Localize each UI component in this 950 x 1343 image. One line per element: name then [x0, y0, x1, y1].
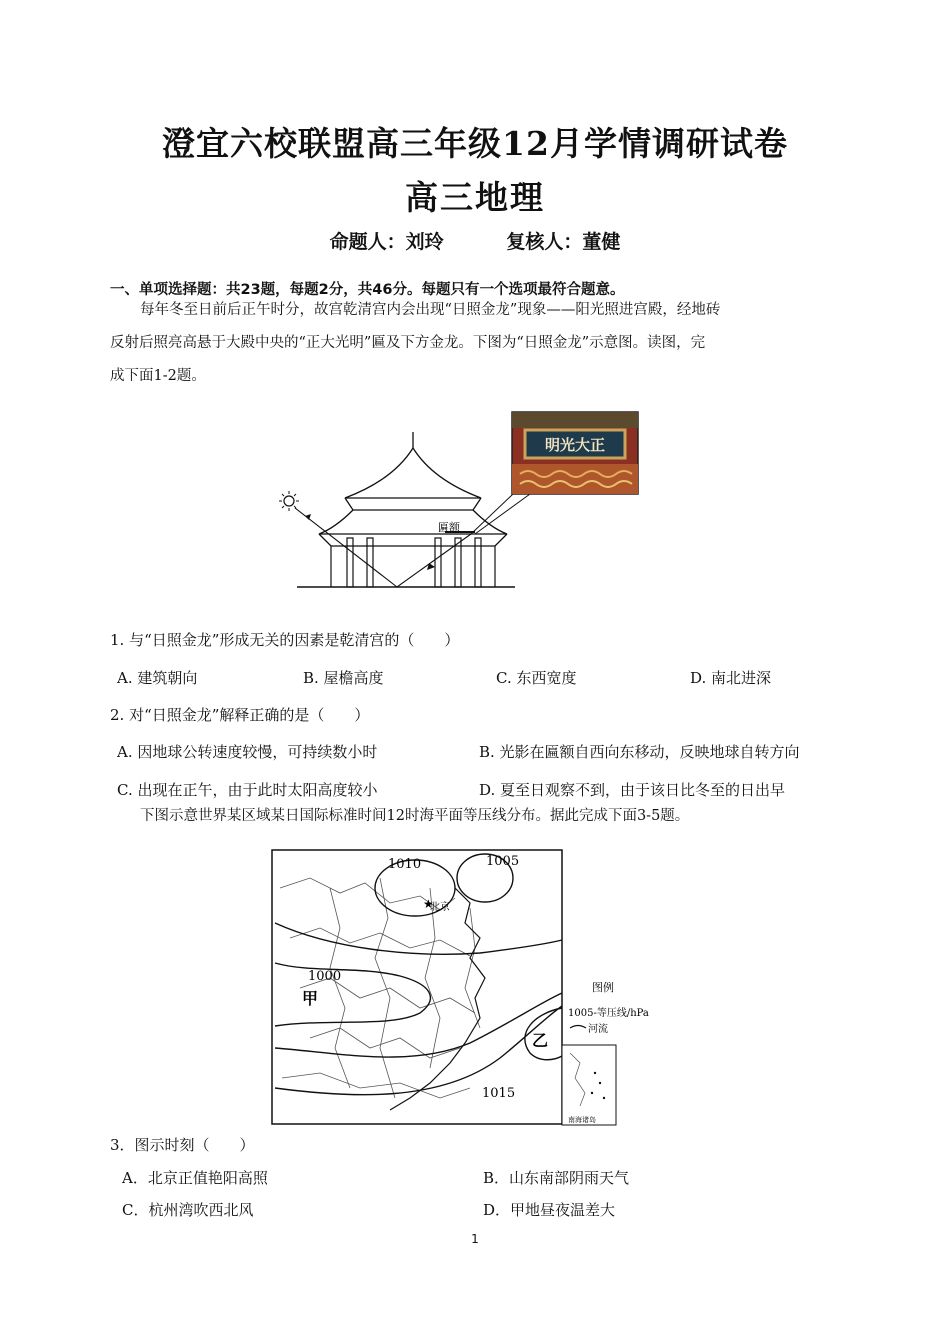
isobar-map: [270, 848, 670, 1128]
beijing-label: 北京: [430, 902, 450, 913]
page-number: 1: [471, 1232, 479, 1246]
reviewer: 复核人：董健: [506, 231, 621, 253]
q2-stem: 2. 对“日照金龙”解释正确的是（ ）: [110, 706, 370, 724]
q1-option-b[interactable]: B. 屋檐高度: [303, 669, 384, 687]
legend-isobar: 1005-等压线/hPa: [568, 1008, 649, 1019]
inset-label: 南海诸岛: [568, 1116, 596, 1124]
plaque-label: 匾额: [438, 521, 460, 534]
plaque-text: 明光大正: [544, 436, 606, 454]
intro-line-2: 反射后照亮高悬于大殿中央的“正大光明”匾及下方金龙。下图为“日照金龙”示意图。读图，完: [110, 335, 706, 351]
q3-option-d[interactable]: D．甲地昼夜温差大: [483, 1201, 616, 1219]
exam-title: 澄宜六校联盟高三年级12月学情调研试卷: [162, 124, 788, 163]
isobar-label-1005: 1005: [486, 854, 520, 869]
lower-roof: [319, 510, 507, 534]
intro-line-1: 每年冬至日前后正午时分，故宫乾清宫内会出现“日照金龙”现象——阳光照进宫殿，经地砖: [140, 302, 721, 318]
q3-option-b[interactable]: B．山东南部阴雨天气: [483, 1169, 630, 1187]
q1-option-c[interactable]: C. 东西宽度: [496, 669, 577, 687]
legend-title: 图例: [592, 981, 614, 994]
intro2: 下图示意世界某区域某日国际标准时间12时海平面等压线分布。据此完成下面3-5题。: [140, 808, 690, 824]
place-jia: 甲: [302, 989, 319, 1008]
place-yi: 乙: [532, 1031, 549, 1050]
light-ray: [295, 508, 471, 587]
author: 命题人：刘玲: [329, 231, 444, 253]
q2-option-b[interactable]: B. 光影在匾额自西向东移动，反映地球自转方向: [479, 743, 800, 761]
map-frame: [272, 850, 562, 1124]
q1-option-d[interactable]: D. 南北进深: [690, 669, 772, 687]
q2-option-c[interactable]: C. 出现在正午，由于此时太阳高度较小: [117, 781, 378, 799]
author-line: [0, 227, 950, 254]
isobar-label-1015: 1015: [482, 1086, 516, 1101]
q2-option-d[interactable]: D. 夏至日观察不到，由于该日比冬至的日出早: [479, 781, 786, 799]
palace-diagram: [275, 410, 645, 590]
q1-stem: 1. 与“日照金龙”形成无关的因素是乾清宫的（ ）: [110, 631, 460, 649]
isobar-label-1000: 1000: [308, 969, 342, 984]
q2-option-a[interactable]: A. 因地球公转速度较慢，可持续数小时: [117, 743, 378, 761]
capital-star-icon: ★: [423, 897, 434, 911]
subject-title: 高三地理: [405, 178, 545, 217]
q3-option-a[interactable]: A．北京正值艳阳高照: [122, 1169, 268, 1187]
sun-icon: [279, 491, 299, 511]
section-heading: 一、单项选择题：共23题，每题2分，共46分。每题只有一个选项最符合题意。: [110, 282, 625, 298]
intro-line-3: 成下面1-2题。: [110, 368, 206, 384]
inset-frame: [562, 1045, 616, 1125]
plaque-photo: [512, 412, 638, 494]
q1-option-a[interactable]: A. 建筑朝向: [117, 669, 198, 687]
river-icon: [570, 1026, 586, 1029]
isobar-label-1010: 1010: [388, 857, 422, 872]
upper-roof: [345, 448, 481, 498]
q3-option-c[interactable]: C．杭州湾吹西北风: [122, 1201, 254, 1219]
q3-stem: 3．图示时刻（ ）: [110, 1136, 255, 1154]
legend-river: 河流: [588, 1024, 608, 1035]
